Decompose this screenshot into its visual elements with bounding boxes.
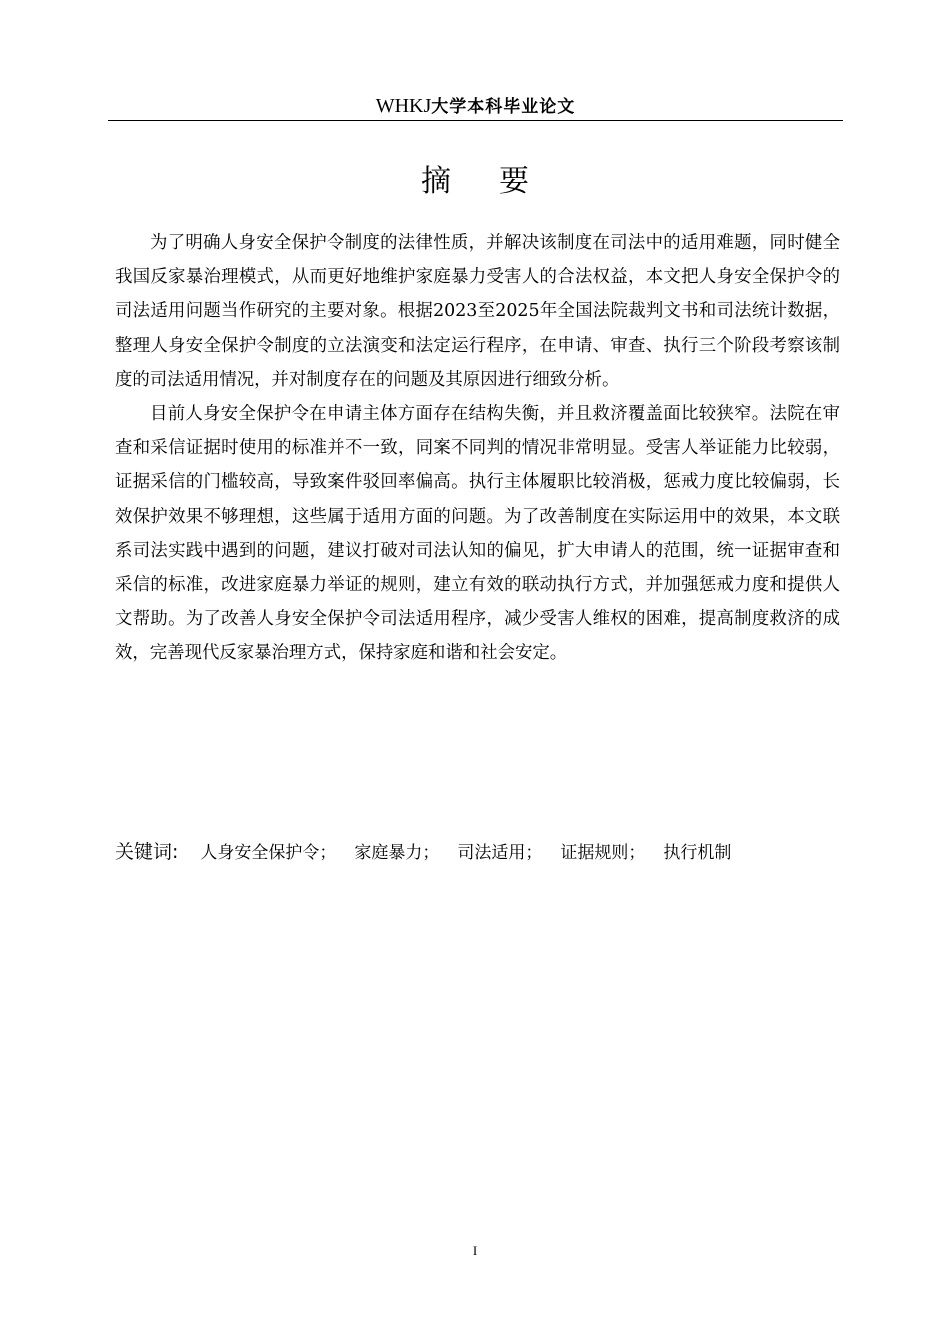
- abstract-paragraph-2: 目前人身安全保护令在申请主体方面存在结构失衡，并且救济覆盖面比较狭窄。法院在审查和采信证据时使用的标准并不一致，同案不同判的情况非常明显。受害人举证能力比较弱，证据采信的门槛较高，导致案件驳回率偏高。执行主体履职比较消极，惩戒力度比较偏弱，长效保护效果不够理想，这些属于适用方面的问题。为了改善制度在实际运用中的效果，本文联系司法实践中遇到的问题，建议打破对司法认知的偏见，扩大申请人的范围，统一证据审查和采信的标准，改进家庭暴力举证的规则，建立有效的联动执行方式，并加强惩戒力度和提供人文帮助。为了改善人身安全保护令司法适用程序，减少受害人维权的困难，提高制度救济的成效，完善现代反家暴治理方式，保持家庭和谐和社会安定。: [115, 404, 840, 664]
- keywords-line: [115, 836, 840, 869]
- abstract-paragraph-1: 为了明确人身安全保护令制度的法律性质，并解决该制度在司法中的适用难题，同时健全我国反家暴治理模式，从而更好地维护家庭暴力受害人的合法权益，本文把人身安全保护令的司法适用问题当作研究的主要对象。根据2023至2025年全国法院裁判文书和司法统计数据，整理人身安全保护令制度的立法演变和法定运行程序，在申请、审查、执行三个阶段考察该制度的司法适用情况，并对制度存在的问题及其原因进行细致分析。: [115, 233, 840, 390]
- keyword-item: 执行机制: [663, 843, 732, 863]
- abstract-title: 摘要: [421, 164, 577, 199]
- keyword-separator: ；: [628, 843, 646, 863]
- header-code: WHKJ: [375, 95, 432, 117]
- keyword-item: 司法适用: [457, 843, 526, 863]
- running-header: [108, 92, 843, 121]
- keyword-separator: ；: [422, 843, 440, 863]
- header-title: 大学本科毕业论文: [431, 97, 576, 117]
- keywords-label: 关键词:: [115, 841, 179, 863]
- keyword-item: 家庭暴力: [354, 843, 423, 863]
- keyword-separator: ；: [319, 843, 337, 863]
- keyword-item: 人身安全保护令: [200, 843, 320, 863]
- keyword-separator: ；: [525, 843, 543, 863]
- abstract-body: [115, 226, 840, 671]
- keyword-item: 证据规则: [560, 843, 629, 863]
- page-number: I: [472, 1243, 478, 1258]
